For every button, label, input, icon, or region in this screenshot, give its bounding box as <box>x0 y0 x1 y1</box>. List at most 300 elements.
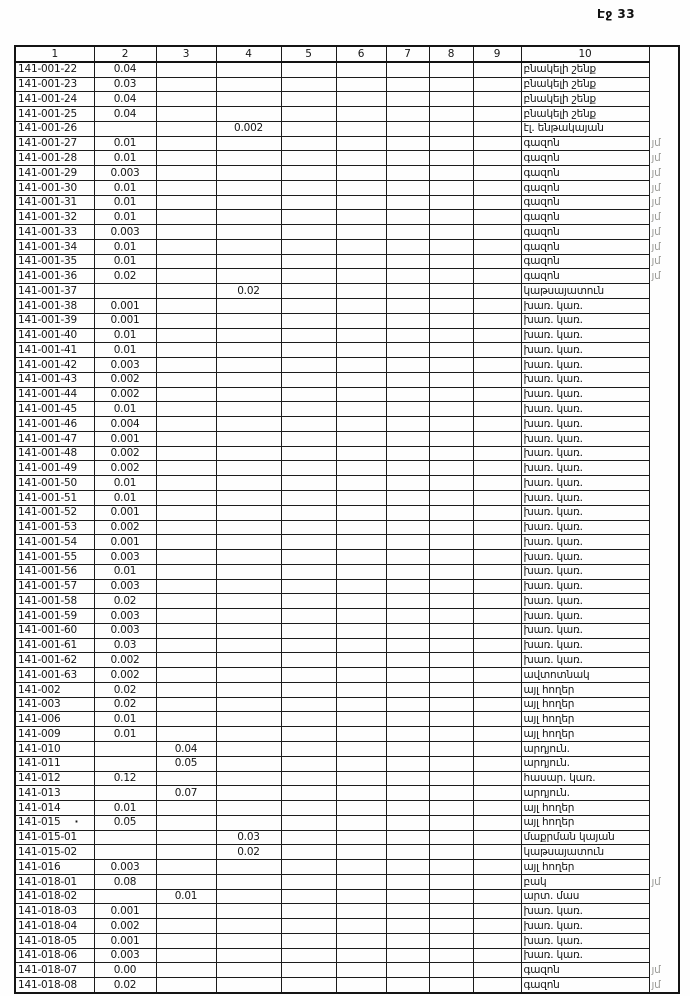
margin-mark <box>649 756 679 771</box>
area-value <box>281 476 336 491</box>
area-value <box>216 358 281 373</box>
area-value <box>336 535 386 550</box>
area-value <box>473 461 521 476</box>
land-use-label: գազոն <box>521 210 649 225</box>
area-value <box>336 107 386 122</box>
area-value <box>336 771 386 786</box>
land-use-label: ավտոտնակ <box>521 668 649 683</box>
area-value: 0.03 <box>216 830 281 845</box>
area-value <box>386 417 429 432</box>
area-value <box>156 328 216 343</box>
margin-mark <box>649 845 679 860</box>
area-value <box>216 225 281 240</box>
land-use-label: խառ. կառ. <box>521 609 649 624</box>
area-value <box>429 815 473 830</box>
area-value <box>156 387 216 402</box>
area-value <box>156 225 216 240</box>
area-value <box>429 284 473 299</box>
area-value <box>281 136 336 151</box>
area-value <box>429 756 473 771</box>
land-use-label: խառ. կառ. <box>521 933 649 948</box>
area-value <box>429 535 473 550</box>
area-value <box>429 874 473 889</box>
area-value <box>156 712 216 727</box>
margin-mark: յմ <box>651 964 661 977</box>
table-row <box>15 830 679 845</box>
area-value <box>336 815 386 830</box>
parcel-id: 141-001-55 <box>15 550 94 565</box>
margin-mark: յմ <box>651 978 661 991</box>
area-value <box>386 387 429 402</box>
area-value <box>473 727 521 742</box>
area-value <box>281 963 336 978</box>
area-value <box>156 166 216 181</box>
area-value <box>216 299 281 314</box>
margin-mark <box>649 771 679 786</box>
area-value <box>386 786 429 801</box>
area-value <box>156 653 216 668</box>
land-use-label: խառ. կառ. <box>521 948 649 963</box>
area-value <box>473 195 521 210</box>
area-value <box>216 239 281 254</box>
area-value <box>336 62 386 77</box>
land-use-label: խառ. կառ. <box>521 520 649 535</box>
table-row <box>15 594 679 609</box>
area-value <box>429 505 473 520</box>
area-value <box>473 136 521 151</box>
area-value <box>429 550 473 565</box>
parcel-id: 141-015-02 <box>15 845 94 860</box>
area-value: 0.07 <box>156 786 216 801</box>
land-use-label: խառ. կառ. <box>521 446 649 461</box>
table-row <box>15 121 679 136</box>
parcel-id: 141-001-41 <box>15 343 94 358</box>
area-value: 0.001 <box>94 904 156 919</box>
area-value: 0.01 <box>156 889 216 904</box>
margin-mark <box>649 107 679 122</box>
area-value <box>386 505 429 520</box>
area-value <box>156 623 216 638</box>
area-value <box>156 92 216 107</box>
area-value: 0.002 <box>216 121 281 136</box>
area-value <box>216 623 281 638</box>
area-value <box>336 579 386 594</box>
area-value <box>386 402 429 417</box>
area-value <box>156 417 216 432</box>
area-value <box>156 254 216 269</box>
parcel-id: 141-001-53 <box>15 520 94 535</box>
column-header: 4 <box>216 46 281 62</box>
land-use-label: խառ. կառ. <box>521 919 649 934</box>
area-value <box>429 933 473 948</box>
area-value <box>216 874 281 889</box>
area-value: 0.003 <box>94 358 156 373</box>
area-value <box>156 609 216 624</box>
area-value <box>336 682 386 697</box>
area-value <box>216 919 281 934</box>
margin-mark <box>649 550 679 565</box>
land-use-label: խառ. կառ. <box>521 535 649 550</box>
area-value <box>281 638 336 653</box>
area-value <box>281 269 336 284</box>
area-value <box>473 550 521 565</box>
area-value <box>473 653 521 668</box>
area-value <box>429 372 473 387</box>
margin-mark <box>649 889 679 904</box>
margin-mark <box>649 638 679 653</box>
area-value <box>336 904 386 919</box>
area-value <box>94 284 156 299</box>
parcel-id: 141-001-23 <box>15 77 94 92</box>
land-use-label: խառ. կառ. <box>521 417 649 432</box>
parcel-id: 141-001-45 <box>15 402 94 417</box>
table-row <box>15 963 679 978</box>
area-value <box>386 299 429 314</box>
area-value <box>473 845 521 860</box>
table-row <box>15 343 679 358</box>
area-value: 0.003 <box>94 579 156 594</box>
area-value <box>473 299 521 314</box>
area-value: 0.004 <box>94 417 156 432</box>
margin-mark <box>649 653 679 668</box>
margin-mark <box>649 328 679 343</box>
land-use-label: խառ. կառ. <box>521 476 649 491</box>
land-use-label: այլ հողեր <box>521 697 649 712</box>
land-use-label: խառ. կառ. <box>521 490 649 505</box>
area-value <box>216 62 281 77</box>
area-value <box>216 210 281 225</box>
area-value <box>281 978 336 993</box>
area-value <box>429 579 473 594</box>
area-value <box>473 77 521 92</box>
area-value: 0.003 <box>94 623 156 638</box>
area-value <box>216 933 281 948</box>
area-value: 0.003 <box>94 609 156 624</box>
area-value <box>473 520 521 535</box>
area-value <box>156 550 216 565</box>
area-value <box>216 697 281 712</box>
area-value <box>216 978 281 993</box>
area-value <box>473 402 521 417</box>
area-value: 0.01 <box>94 564 156 579</box>
area-value <box>473 815 521 830</box>
area-value: 0.01 <box>94 239 156 254</box>
margin-mark <box>649 741 679 756</box>
parcel-id: 141-001-38 <box>15 299 94 314</box>
area-value <box>94 786 156 801</box>
area-value <box>429 210 473 225</box>
area-value <box>216 520 281 535</box>
stray-dot-mark: · <box>74 816 79 829</box>
area-value: 0.01 <box>94 254 156 269</box>
area-value <box>473 830 521 845</box>
area-value <box>156 239 216 254</box>
area-value <box>386 889 429 904</box>
area-value <box>386 269 429 284</box>
area-value: 0.003 <box>94 550 156 565</box>
area-value <box>156 579 216 594</box>
table-row <box>15 328 679 343</box>
area-value <box>336 490 386 505</box>
area-value <box>156 860 216 875</box>
area-value <box>336 948 386 963</box>
table-row <box>15 948 679 963</box>
area-value: 0.01 <box>94 712 156 727</box>
parcel-id: 141-018-01 <box>15 874 94 889</box>
area-value <box>386 461 429 476</box>
area-value <box>281 180 336 195</box>
table-row <box>15 210 679 225</box>
area-value <box>281 801 336 816</box>
area-value: 0.002 <box>94 446 156 461</box>
area-value <box>156 978 216 993</box>
area-value <box>216 505 281 520</box>
area-value <box>281 756 336 771</box>
area-value <box>216 535 281 550</box>
margin-mark <box>649 948 679 963</box>
margin-mark <box>649 92 679 107</box>
area-value <box>216 889 281 904</box>
parcel-id: 141-001-26 <box>15 121 94 136</box>
area-value <box>156 136 216 151</box>
area-value <box>281 490 336 505</box>
parcel-id: 141-001-63 <box>15 668 94 683</box>
parcel-id: 141-001-58 <box>15 594 94 609</box>
area-value <box>386 919 429 934</box>
area-value <box>94 741 156 756</box>
table-row <box>15 697 679 712</box>
area-value <box>216 343 281 358</box>
area-value <box>94 830 156 845</box>
column-header: 3 <box>156 46 216 62</box>
table-row <box>15 756 679 771</box>
table-row <box>15 136 679 151</box>
land-use-label: գազոն <box>521 180 649 195</box>
parcel-id: 141-002 <box>15 682 94 697</box>
land-use-label: գազոն <box>521 225 649 240</box>
area-value <box>156 151 216 166</box>
area-value <box>216 269 281 284</box>
table-row <box>15 417 679 432</box>
margin-mark <box>649 343 679 358</box>
area-value: 0.001 <box>94 933 156 948</box>
area-value <box>473 682 521 697</box>
land-use-label: բնակելի շենք <box>521 92 649 107</box>
area-value <box>94 756 156 771</box>
area-value <box>216 638 281 653</box>
table-row <box>15 653 679 668</box>
land-use-label: խառ. կառ. <box>521 461 649 476</box>
area-value <box>336 431 386 446</box>
area-value <box>473 343 521 358</box>
area-value <box>156 638 216 653</box>
area-value <box>473 166 521 181</box>
area-value <box>386 239 429 254</box>
parcel-id: 141-001-28 <box>15 151 94 166</box>
area-value <box>336 210 386 225</box>
area-value <box>429 269 473 284</box>
area-value <box>386 609 429 624</box>
parcel-id: 141-001-25 <box>15 107 94 122</box>
margin-mark: յմ <box>651 151 661 164</box>
area-value <box>429 299 473 314</box>
area-value <box>473 269 521 284</box>
area-value <box>386 210 429 225</box>
area-value <box>429 328 473 343</box>
area-value: 0.003 <box>94 860 156 875</box>
land-use-label: բնակելի շենք <box>521 62 649 77</box>
parcel-id: 141-006 <box>15 712 94 727</box>
area-value <box>216 904 281 919</box>
area-value: 0.002 <box>94 653 156 668</box>
area-value <box>429 461 473 476</box>
area-value <box>386 712 429 727</box>
table-row <box>15 313 679 328</box>
land-use-label: գազոն <box>521 963 649 978</box>
land-use-label: խառ. կառ. <box>521 904 649 919</box>
area-value <box>386 313 429 328</box>
area-value <box>473 313 521 328</box>
area-value <box>156 801 216 816</box>
area-value <box>156 402 216 417</box>
area-value <box>281 727 336 742</box>
area-value <box>336 372 386 387</box>
table-row <box>15 904 679 919</box>
table-row <box>15 505 679 520</box>
area-value <box>429 801 473 816</box>
area-value <box>336 387 386 402</box>
parcel-id: 141-001-47 <box>15 431 94 446</box>
area-value <box>429 195 473 210</box>
margin-mark: յմ <box>651 225 661 238</box>
area-value <box>429 978 473 993</box>
area-value <box>281 299 336 314</box>
area-value: 0.03 <box>94 77 156 92</box>
area-value <box>429 136 473 151</box>
table-row <box>15 402 679 417</box>
margin-mark <box>649 77 679 92</box>
area-value <box>386 136 429 151</box>
table-row <box>15 166 679 181</box>
area-value: 0.02 <box>94 682 156 697</box>
area-value <box>281 712 336 727</box>
margin-mark: յմ <box>651 137 661 150</box>
area-value <box>336 933 386 948</box>
area-value <box>216 771 281 786</box>
area-value <box>473 904 521 919</box>
area-value <box>336 594 386 609</box>
area-value <box>281 225 336 240</box>
parcel-id: 141-001-24 <box>15 92 94 107</box>
area-value <box>429 92 473 107</box>
area-value <box>281 904 336 919</box>
land-use-label: էլ. ենթակայան <box>521 121 649 136</box>
area-value <box>429 151 473 166</box>
margin-mark <box>649 904 679 919</box>
area-value: 0.12 <box>94 771 156 786</box>
area-value <box>429 387 473 402</box>
parcel-id: 141-001-35 <box>15 254 94 269</box>
land-use-label: գազոն <box>521 239 649 254</box>
table-row <box>15 860 679 875</box>
area-value <box>216 786 281 801</box>
table-row <box>15 62 679 77</box>
area-value <box>216 860 281 875</box>
area-value: 0.01 <box>94 801 156 816</box>
land-use-label: բնակելի շենք <box>521 77 649 92</box>
area-value <box>216 490 281 505</box>
area-value <box>216 328 281 343</box>
area-value <box>386 904 429 919</box>
area-value: 0.01 <box>94 136 156 151</box>
table-row <box>15 239 679 254</box>
margin-mark <box>649 520 679 535</box>
parcel-id: 141-001-54 <box>15 535 94 550</box>
area-value <box>386 668 429 683</box>
area-value <box>216 166 281 181</box>
area-value <box>216 92 281 107</box>
area-value <box>429 417 473 432</box>
area-value <box>429 712 473 727</box>
area-value <box>216 313 281 328</box>
margin-mark <box>649 490 679 505</box>
parcel-id: 141-001-60 <box>15 623 94 638</box>
area-value <box>386 845 429 860</box>
column-header: 8 <box>429 46 473 62</box>
margin-mark <box>649 417 679 432</box>
land-use-label: խառ. կառ. <box>521 653 649 668</box>
area-value <box>473 254 521 269</box>
area-value <box>336 313 386 328</box>
area-value <box>386 860 429 875</box>
area-value <box>281 623 336 638</box>
table-row <box>15 92 679 107</box>
area-value <box>156 948 216 963</box>
area-value <box>336 446 386 461</box>
table-row <box>15 638 679 653</box>
area-value <box>429 609 473 624</box>
area-value <box>429 62 473 77</box>
area-value <box>281 579 336 594</box>
area-value <box>281 919 336 934</box>
area-value <box>281 741 336 756</box>
area-value <box>473 963 521 978</box>
area-value: 0.003 <box>94 948 156 963</box>
area-value <box>281 121 336 136</box>
area-value <box>281 874 336 889</box>
area-value <box>386 594 429 609</box>
area-value <box>156 845 216 860</box>
area-value: 0.04 <box>94 107 156 122</box>
area-value <box>281 313 336 328</box>
area-value <box>216 402 281 417</box>
land-use-label: խառ. կառ. <box>521 638 649 653</box>
area-value <box>336 77 386 92</box>
area-value <box>386 490 429 505</box>
table-row <box>15 476 679 491</box>
land-use-label: արդյուն. <box>521 741 649 756</box>
area-value: 0.01 <box>94 195 156 210</box>
parcel-id: 141-001-44 <box>15 387 94 402</box>
margin-mark <box>649 697 679 712</box>
area-value <box>281 417 336 432</box>
area-value <box>386 358 429 373</box>
area-value <box>429 919 473 934</box>
table-row <box>15 889 679 904</box>
margin-mark <box>649 623 679 638</box>
land-use-label: խառ. կառ. <box>521 387 649 402</box>
parcel-id: 141-001-31 <box>15 195 94 210</box>
